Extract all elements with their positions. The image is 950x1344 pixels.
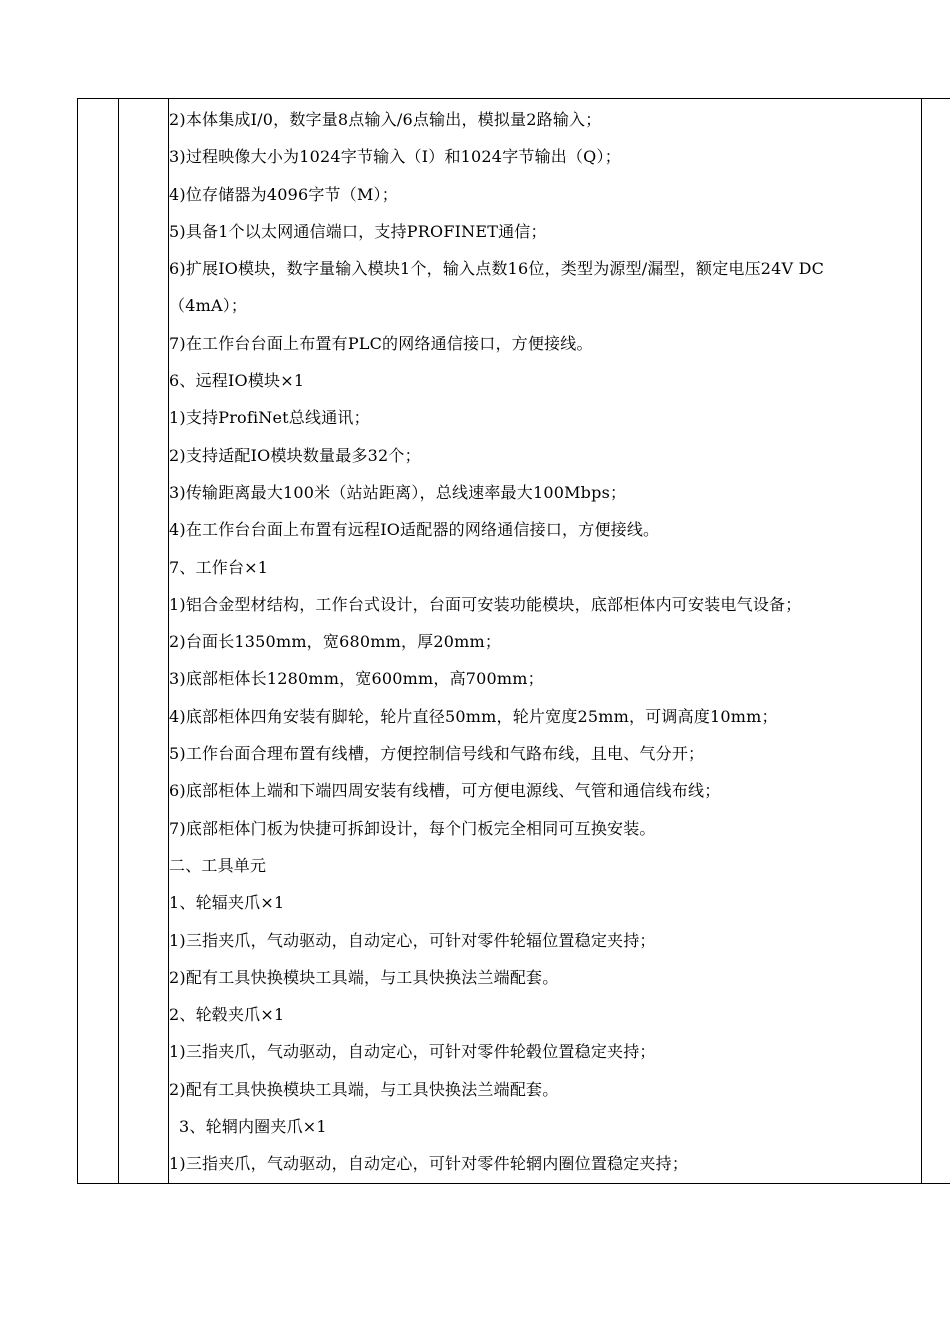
spec-line: 4)位存储器为4096字节（M）； <box>169 184 398 204</box>
spec-line: 1)三指夹爪，气动驱动，自动定心，可针对零件轮辋内圈位置稳定夹持； <box>169 1154 689 1174</box>
spec-line: 2)配有工具快换模块工具端，与工具快换法兰端配套。 <box>169 967 559 987</box>
table-border-left <box>77 99 78 1183</box>
spec-table <box>77 98 950 1184</box>
section-heading: 1、轮辐夹爪×1 <box>169 893 285 913</box>
spec-line: 3)传输距离最大100米（站站距离），总线速率最大100Mbps； <box>169 482 627 502</box>
spec-line: 1)三指夹爪，气动驱动，自动定心，可针对零件轮辐位置稳定夹持； <box>169 930 656 950</box>
column-divider-1 <box>118 99 119 1183</box>
section-heading: 二、工具单元 <box>169 855 267 875</box>
spec-line: 5)具备1个以太网通信端口，支持PROFINET通信； <box>169 221 547 241</box>
section-heading: 7、工作台×1 <box>169 557 269 577</box>
column-divider-3 <box>921 99 922 1183</box>
spec-line: 2)配有工具快换模块工具端，与工具快换法兰端配套。 <box>169 1079 559 1099</box>
spec-line: 1)三指夹爪，气动驱动，自动定心，可针对零件轮毂位置稳定夹持； <box>169 1042 656 1062</box>
spec-line: 4)底部柜体四角安装有脚轮，轮片直径50mm，轮片宽度25mm，可调高度10mm； <box>169 706 778 726</box>
spec-line: 3)过程映像大小为1024字节输入（I）和1024字节输出（Q）； <box>169 147 621 167</box>
spec-line: 7)在工作台台面上布置有PLC的网络通信接口，方便接线。 <box>169 333 593 353</box>
section-heading: 3、轮辋内圈夹爪×1 <box>179 1117 327 1137</box>
spec-line: 2)台面长1350mm，宽680mm，厚20mm； <box>169 632 502 652</box>
spec-line: 6)扩展IO模块，数字量输入模块1个，输入点数16位，类型为源型/漏型，额定电压24V DC <box>169 259 825 279</box>
section-heading: 2、轮毂夹爪×1 <box>169 1005 285 1025</box>
spec-line: 2)本体集成I/0，数字量8点输入/6点输出，模拟量2路输入； <box>169 110 602 129</box>
spec-line: 1)铝合金型材结构，工作台式设计，台面可安装功能模块，底部柜体内可安装电气设备； <box>169 594 802 614</box>
spec-line: 6)底部柜体上端和下端四周安装有线槽，可方便电源线、气管和通信线布线； <box>169 781 721 801</box>
spec-line: 3)底部柜体长1280mm，宽600mm，高700mm； <box>169 669 544 689</box>
spec-line: 1)支持ProfiNet总线通讯； <box>169 408 370 428</box>
spec-line: （4mA）； <box>169 296 248 316</box>
spec-line: 7)底部柜体门板为快捷可拆卸设计，每个门板完全相同可互换安装。 <box>169 818 656 838</box>
spec-content-cell <box>169 101 921 1183</box>
section-heading: 6、远程IO模块×1 <box>169 371 305 391</box>
spec-line: 2)支持适配IO模块数量最多32个； <box>169 445 421 465</box>
spec-line: 4)在工作台台面上布置有远程IO适配器的网络通信接口，方便接线。 <box>169 520 660 540</box>
spec-line: 5)工作台面合理布置有线槽，方便控制信号线和气路布线，且电、气分开； <box>169 744 705 764</box>
